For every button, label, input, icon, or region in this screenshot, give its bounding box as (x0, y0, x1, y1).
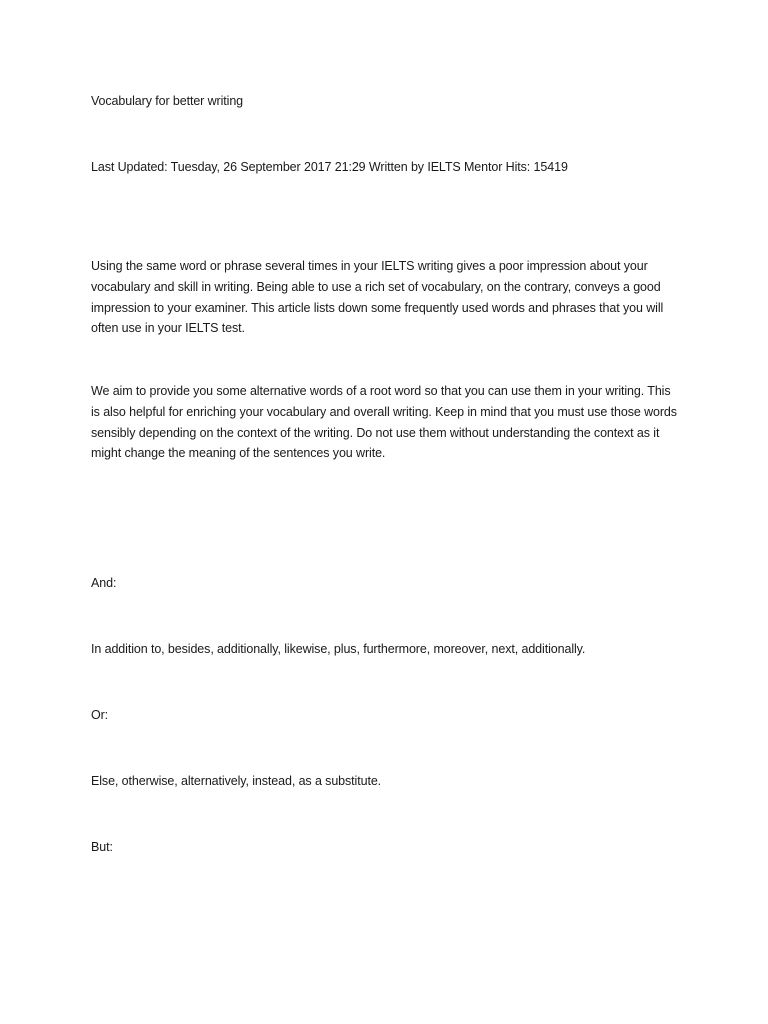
section-alternatives-and: In addition to, besides, additionally, likewise, plus, furthermore, moreover, next, additionally. (91, 642, 586, 656)
intro-paragraph-2: We aim to provide you some alternative words of a root word so that you can use them in your writing. This is also helpful for enriching your vocabulary and overall writing. Keep in mind that you must use those words sensibly depending on the context of the writing. Do not use them without understanding the context as it might change the meaning of the sentences you write. (91, 384, 677, 461)
intro-paragraph-1: Using the same word or phrase several times in your IELTS writing gives a poor impression about your vocabulary and skill in writing. Being able to use a rich set of vocabulary, on the contrary, conveys a good impression to your examiner. This article lists down some frequently used words and phrases that you will often use in your IELTS test. (91, 259, 664, 336)
section-heading-or: Or: (91, 708, 109, 722)
document-meta: Last Updated: Tuesday, 26 September 2017 21:29 Written by IELTS Mentor Hits: 15419 (91, 160, 568, 174)
document-title: Vocabulary for better writing (91, 94, 244, 108)
section-heading-but: But: (91, 840, 113, 854)
section-alternatives-or: Else, otherwise, alternatively, instead, as a substitute. (91, 774, 382, 788)
section-heading-and: And: (91, 576, 117, 590)
